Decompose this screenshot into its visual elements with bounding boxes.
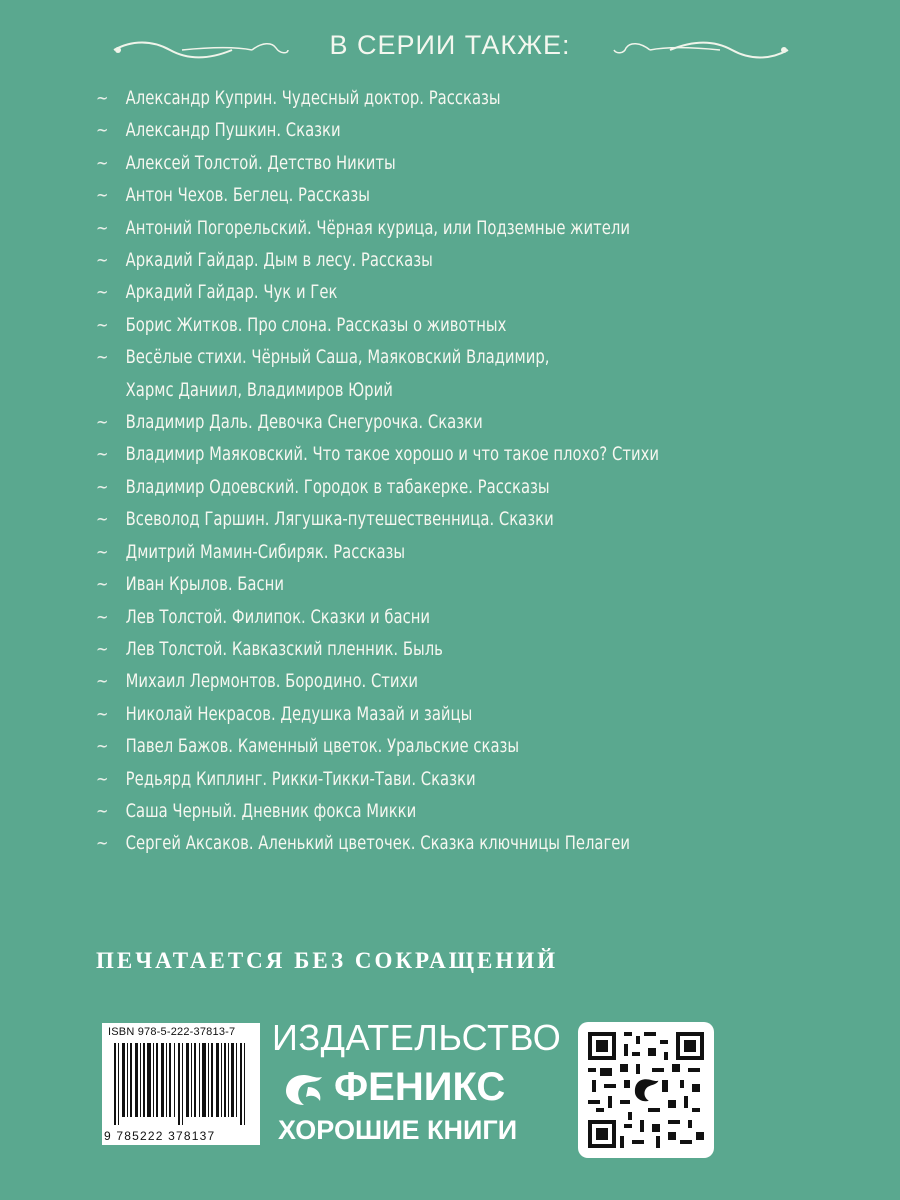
list-item: ~ Всеволод Гаршин. Лягушка-путешественница. Сказки bbox=[96, 508, 554, 531]
barcode-icon bbox=[114, 1043, 254, 1125]
list-item: ~ Редьярд Киплинг. Рикки-Тикки-Тави. Сказки bbox=[96, 767, 476, 790]
list-item: ~ Аркадий Гайдар. Чук и Гек bbox=[96, 281, 338, 304]
list-item: ~ Антоний Погорельский. Чёрная курица, или Подземные жители bbox=[96, 216, 630, 239]
publisher-slogan: ХОРОШИЕ КНИГИ bbox=[278, 1115, 518, 1145]
list-item: ~ Аркадий Гайдар. Дым в лесу. Рассказы bbox=[96, 249, 433, 272]
flourish-right-icon bbox=[540, 38, 790, 62]
list-item: ~ Саша Черный. Дневник фокса Микки bbox=[96, 799, 417, 822]
list-item: ~ Дмитрий Мамин-Сибиряк. Рассказы bbox=[96, 540, 406, 563]
list-item: ~ Весёлые стихи. Чёрный Саша, Маяковский Владимир, Хармс Даниил, Владимиров Юрий bbox=[96, 346, 550, 401]
series-header bbox=[0, 18, 900, 78]
list-item: ~ Александр Пушкин. Сказки bbox=[96, 119, 341, 142]
list-item: ~ Иван Крылов. Басни bbox=[96, 573, 284, 596]
list-item: ~ Лев Толстой. Кавказский пленник. Быль bbox=[96, 637, 443, 660]
qr-code bbox=[578, 1022, 714, 1158]
series-list bbox=[96, 82, 856, 860]
list-item: ~ Павел Бажов. Каменный цветок. Уральские сказы bbox=[96, 735, 520, 758]
publisher-name: ФЕНИКС bbox=[334, 1065, 506, 1109]
isbn-number: ISBN 978-5-222-37813-7 bbox=[108, 1026, 236, 1038]
qr-code-icon bbox=[588, 1032, 704, 1148]
series-title: В СЕРИИ ТАКЖЕ: bbox=[329, 30, 571, 60]
list-item: ~ Николай Некрасов. Дедушка Мазай и зайцы bbox=[96, 702, 473, 725]
list-item: ~ Владимир Одоевский. Городок в табакерке. Рассказы bbox=[96, 475, 550, 498]
phoenix-logo-icon bbox=[282, 1069, 328, 1109]
list-item: ~ Борис Житков. Про слона. Рассказы о животных bbox=[96, 313, 507, 336]
isbn-barcode bbox=[102, 1023, 260, 1145]
unabridged-notice: ПЕЧАТАЕТСЯ БЕЗ СОКРАЩЕНИЙ bbox=[96, 948, 559, 973]
publisher-label: ИЗДАТЕЛЬСТВО bbox=[272, 1017, 562, 1058]
list-item: ~ Михаил Лермонтов. Бородино. Стихи bbox=[96, 670, 418, 693]
list-item: ~ Антон Чехов. Беглец. Рассказы bbox=[96, 184, 370, 207]
list-item: ~ Сергей Аксаков. Аленький цветочек. Сказка ключницы Пелагеи bbox=[96, 832, 631, 855]
list-item: ~ Лев Толстой. Филипок. Сказки и басни bbox=[96, 605, 431, 628]
publisher-block bbox=[272, 1015, 572, 1150]
list-item: ~ Владимир Даль. Девочка Снегурочка. Сказки bbox=[96, 411, 483, 434]
list-item: ~ Владимир Маяковский. Что такое хорошо и что такое плохо? Стихи bbox=[96, 443, 660, 466]
list-item: ~ Александр Куприн. Чудесный доктор. Рассказы bbox=[96, 87, 501, 109]
list-item: ~ Алексей Толстой. Детство Никиты bbox=[96, 151, 396, 174]
barcode-digits: 9 785222 378137 bbox=[104, 1129, 216, 1143]
